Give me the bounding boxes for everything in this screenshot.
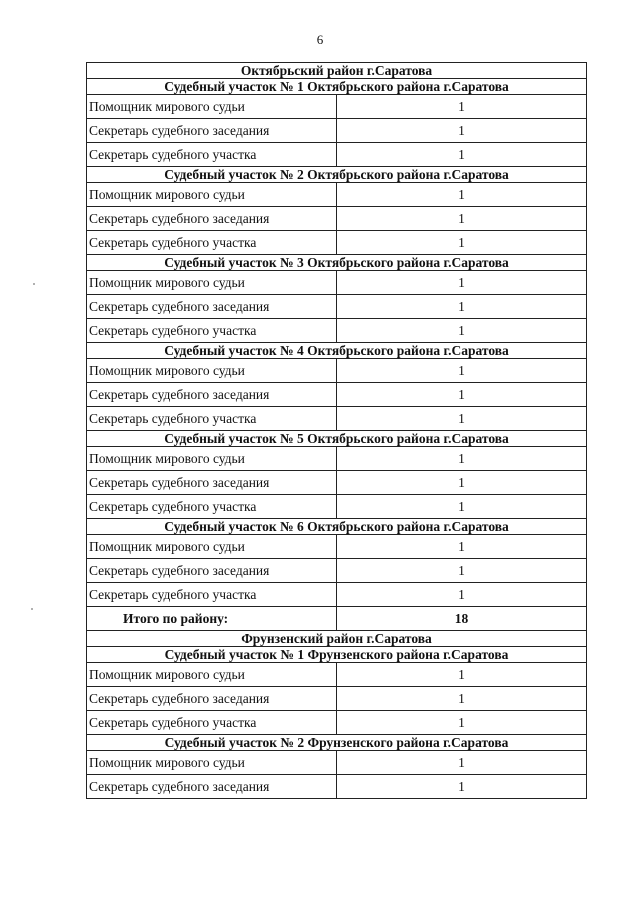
staff-count: 1 — [337, 583, 587, 607]
district-header-row — [87, 63, 587, 79]
table-row — [87, 319, 587, 343]
court-site-title: Судебный участок № 1 Октябрьского района г.Саратова — [87, 79, 587, 95]
table-row — [87, 407, 587, 431]
table-row — [87, 711, 587, 735]
position-name: Секретарь судебного участка — [87, 407, 337, 431]
staff-count: 1 — [337, 751, 587, 775]
table-row — [87, 471, 587, 495]
district-title: Фрунзенский район г.Саратова — [87, 631, 587, 647]
table-row — [87, 95, 587, 119]
staff-count: 1 — [337, 383, 587, 407]
scan-speck — [31, 608, 33, 610]
position-name: Помощник мирового судьи — [87, 271, 337, 295]
table-row — [87, 207, 587, 231]
staff-count: 1 — [337, 95, 587, 119]
staff-count: 1 — [337, 119, 587, 143]
position-name: Секретарь судебного заседания — [87, 559, 337, 583]
table-row — [87, 183, 587, 207]
staff-count: 1 — [337, 295, 587, 319]
staff-count: 1 — [337, 559, 587, 583]
court-site-header-row — [87, 735, 587, 751]
position-name: Помощник мирового судьи — [87, 183, 337, 207]
staff-count: 1 — [337, 471, 587, 495]
position-name: Секретарь судебного участка — [87, 495, 337, 519]
staff-count: 1 — [337, 359, 587, 383]
staff-count: 1 — [337, 319, 587, 343]
position-name: Секретарь судебного участка — [87, 143, 337, 167]
court-site-header-row — [87, 647, 587, 663]
court-site-header-row — [87, 255, 587, 271]
district-total-label: Итого по району: — [87, 607, 337, 631]
position-name: Секретарь судебного участка — [87, 231, 337, 255]
table-row — [87, 687, 587, 711]
staff-count: 1 — [337, 535, 587, 559]
court-site-title: Судебный участок № 4 Октябрьского района г.Саратова — [87, 343, 587, 359]
table-row — [87, 383, 587, 407]
staffing-table — [86, 62, 587, 799]
position-name: Помощник мирового судьи — [87, 751, 337, 775]
district-total-value: 18 — [337, 607, 587, 631]
position-name: Секретарь судебного участка — [87, 711, 337, 735]
page-number: 6 — [316, 32, 324, 47]
court-site-title: Судебный участок № 2 Октябрьского района г.Саратова — [87, 167, 587, 183]
court-site-title: Судебный участок № 1 Фрунзенского района г.Саратова — [87, 647, 587, 663]
position-name: Секретарь судебного заседания — [87, 471, 337, 495]
court-site-title: Судебный участок № 5 Октябрьского района г.Саратова — [87, 431, 587, 447]
court-site-title: Судебный участок № 6 Октябрьского района г.Саратова — [87, 519, 587, 535]
staff-count: 1 — [337, 447, 587, 471]
court-site-header-row — [87, 167, 587, 183]
table-row — [87, 559, 587, 583]
court-site-header-row — [87, 519, 587, 535]
table-row — [87, 495, 587, 519]
table-row — [87, 143, 587, 167]
table-row — [87, 295, 587, 319]
table-row — [87, 119, 587, 143]
position-name: Секретарь судебного заседания — [87, 687, 337, 711]
staff-count: 1 — [337, 687, 587, 711]
position-name: Помощник мирового судьи — [87, 95, 337, 119]
position-name: Секретарь судебного участка — [87, 319, 337, 343]
position-name: Помощник мирового судьи — [87, 535, 337, 559]
position-name: Помощник мирового судьи — [87, 663, 337, 687]
court-site-header-row — [87, 343, 587, 359]
table-row — [87, 447, 587, 471]
position-name: Помощник мирового судьи — [87, 359, 337, 383]
court-site-title: Судебный участок № 2 Фрунзенского района г.Саратова — [87, 735, 587, 751]
position-name: Секретарь судебного заседания — [87, 383, 337, 407]
position-name: Секретарь судебного заседания — [87, 119, 337, 143]
position-name: Секретарь судебного заседания — [87, 775, 337, 799]
position-name: Секретарь судебного заседания — [87, 207, 337, 231]
table-row — [87, 583, 587, 607]
staff-count: 1 — [337, 231, 587, 255]
table-row — [87, 231, 587, 255]
staff-count: 1 — [337, 495, 587, 519]
table-row — [87, 663, 587, 687]
staff-count: 1 — [337, 143, 587, 167]
staffing-table-body — [87, 63, 587, 799]
court-site-header-row — [87, 79, 587, 95]
table-row — [87, 271, 587, 295]
district-total-row — [87, 607, 587, 631]
staff-count: 1 — [337, 407, 587, 431]
position-name: Секретарь судебного участка — [87, 583, 337, 607]
staff-count: 1 — [337, 663, 587, 687]
table-row — [87, 775, 587, 799]
table-row — [87, 751, 587, 775]
position-name: Секретарь судебного заседания — [87, 295, 337, 319]
court-site-header-row — [87, 431, 587, 447]
district-header-row — [87, 631, 587, 647]
court-site-title: Судебный участок № 3 Октябрьского района г.Саратова — [87, 255, 587, 271]
staff-count: 1 — [337, 711, 587, 735]
scan-speck — [33, 283, 35, 285]
position-name: Помощник мирового судьи — [87, 447, 337, 471]
staff-count: 1 — [337, 207, 587, 231]
table-row — [87, 535, 587, 559]
staff-count: 1 — [337, 271, 587, 295]
table-row — [87, 359, 587, 383]
district-title: Октябрьский район г.Саратова — [87, 63, 587, 79]
staff-count: 1 — [337, 183, 587, 207]
staff-count: 1 — [337, 775, 587, 799]
